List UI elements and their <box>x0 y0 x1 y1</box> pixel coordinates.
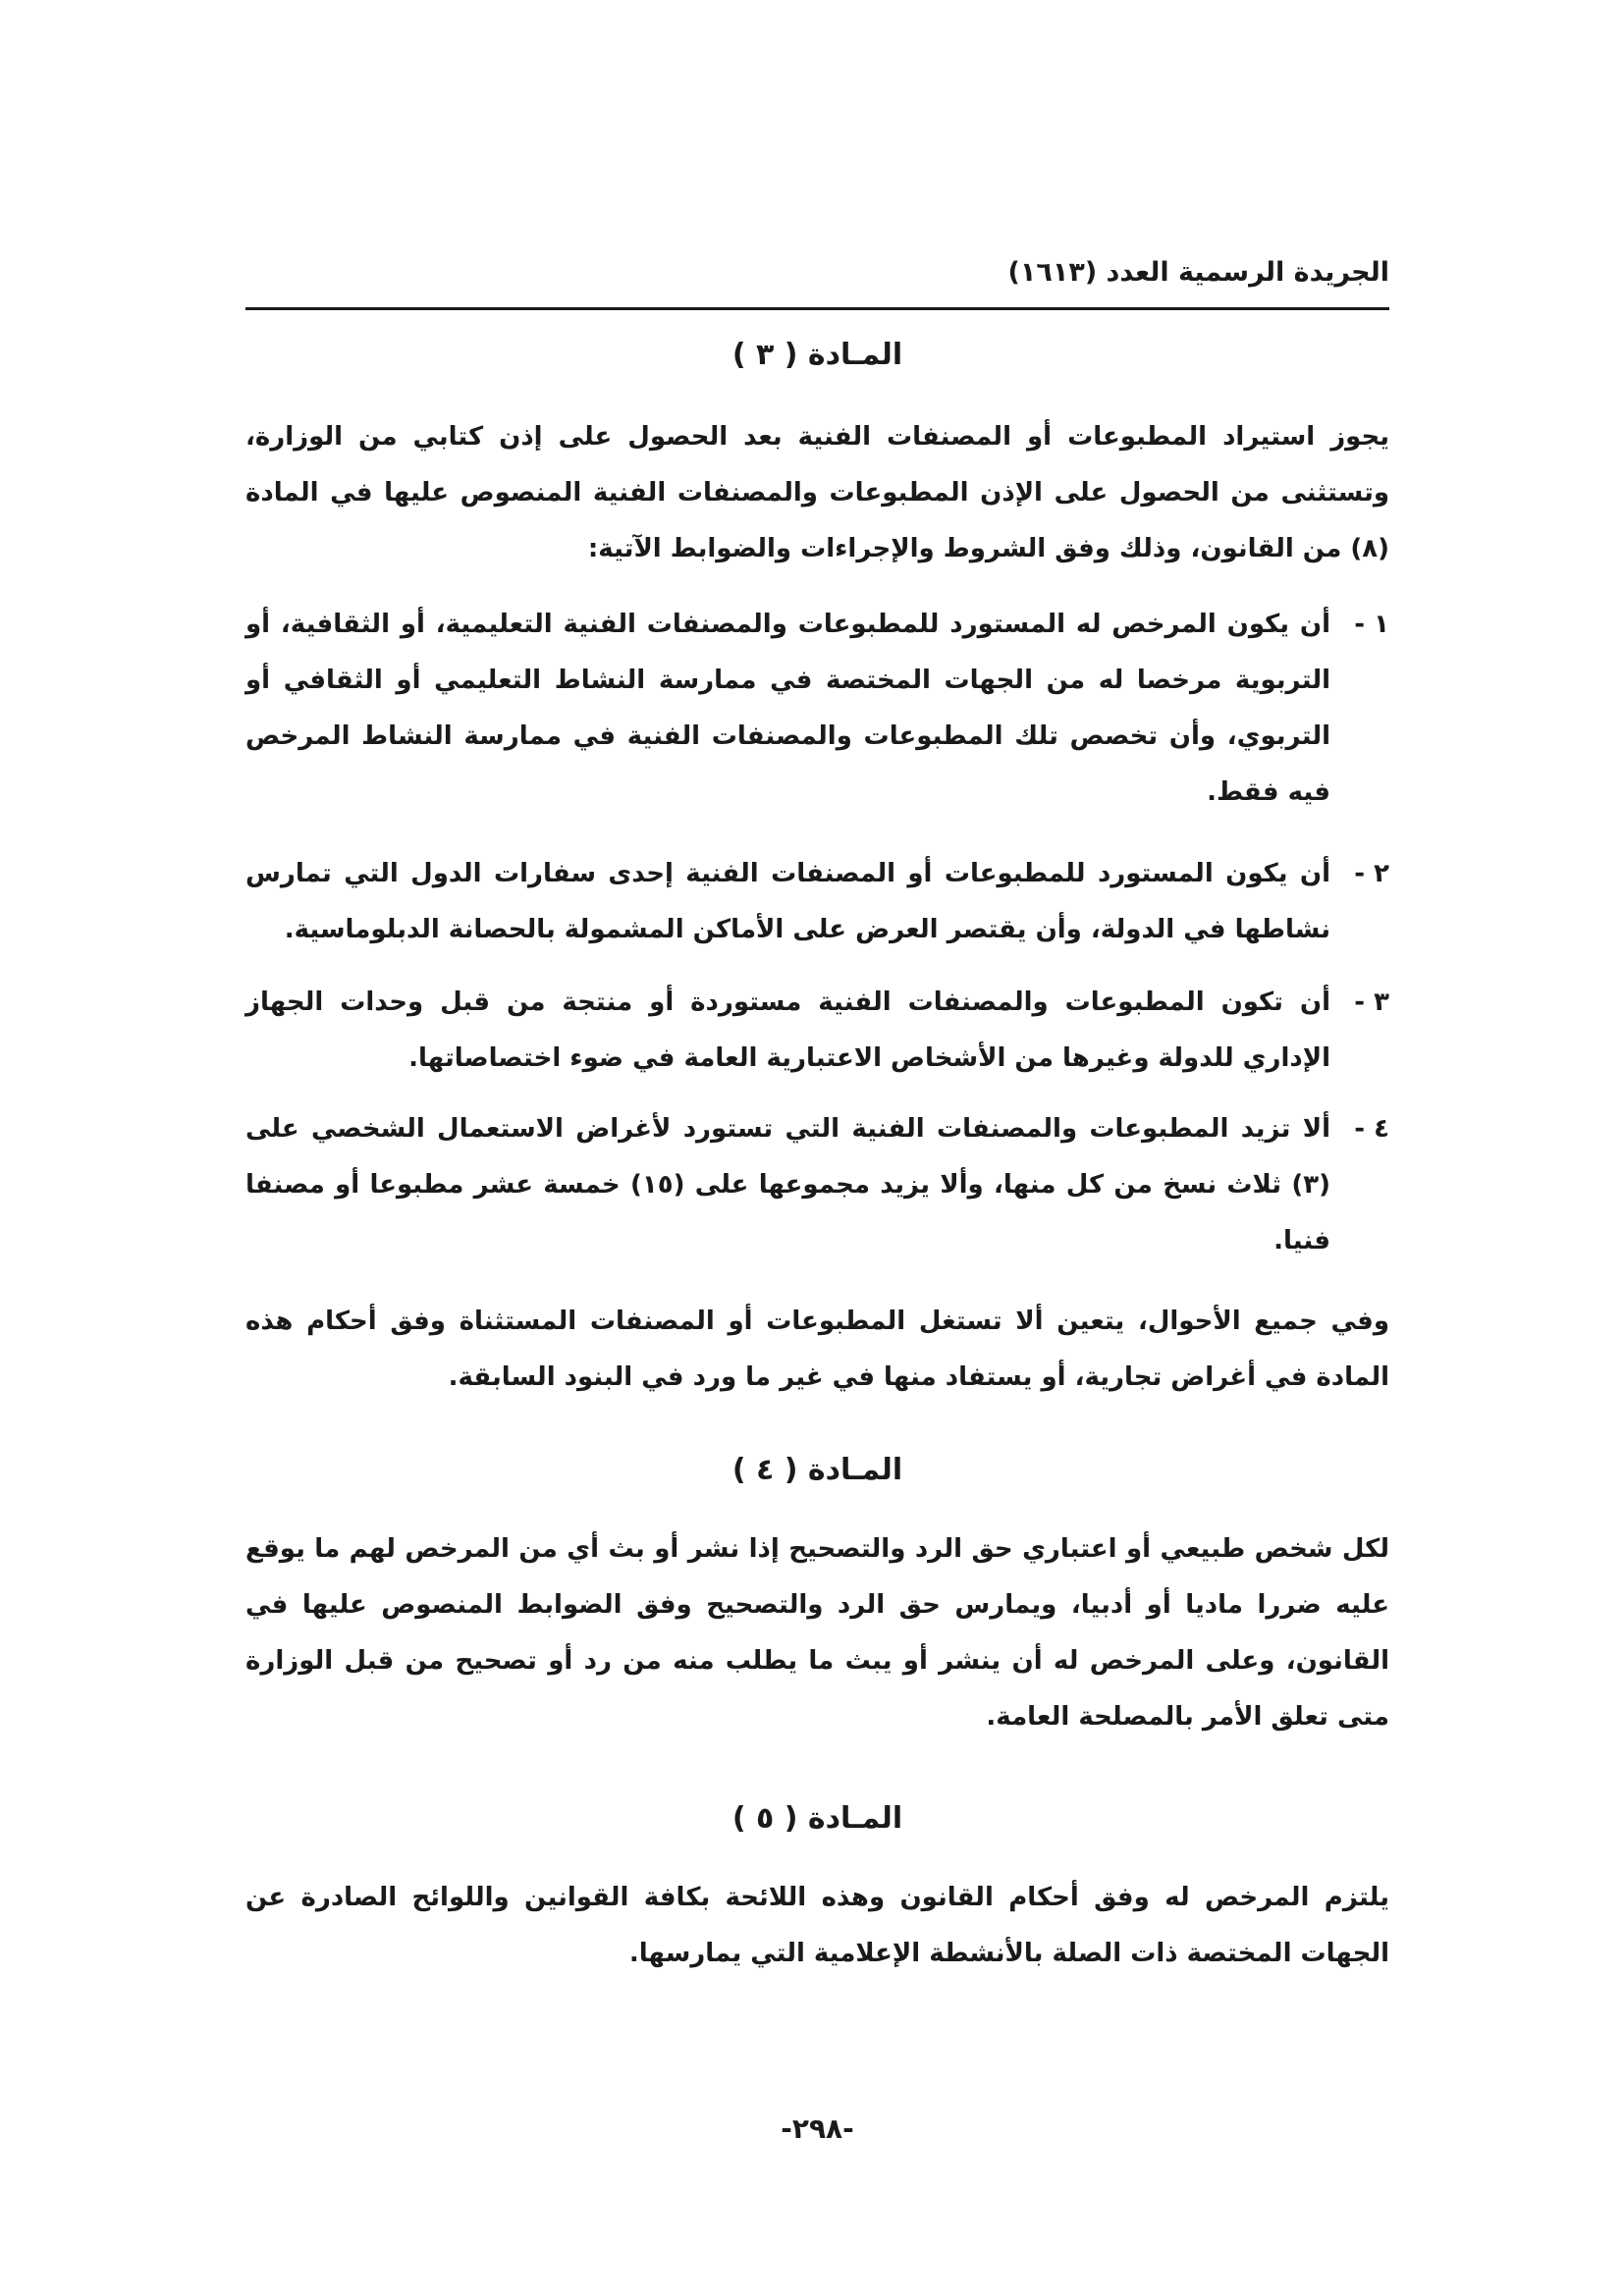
item-number: ٢ - <box>1354 859 1389 888</box>
document-page <box>245 0 1389 2296</box>
article-3-item-1 <box>245 597 1389 821</box>
header-divider <box>245 307 1389 310</box>
page-number: -٢٩٨- <box>781 2112 854 2145</box>
article-3-item-4 <box>245 1101 1389 1269</box>
article-5-title: المـادة ( ٥ ) <box>731 1801 903 1836</box>
page-header <box>245 257 1389 304</box>
article-3-intro: يجوز استيراد المطبوعات أو المصنفات الفنية بعد الحصول على إذن كتابي من الوزارة، وتستثنى من الحصول على الإذن المطبوعات والمصنفات الفنية المنصوص عليها في المادة (٨) من القانون، وذلك وفق الشروط والإجراءات والضوابط الآتية: <box>245 422 1389 563</box>
article-3-closing: وفي جميع الأحوال، يتعين ألا تستغل المطبوعات أو المصنفات المستثناة وفق أحكام هذه المادة في أغراض تجارية، أو يستفاد منها في غير ما ورد في البنود السابقة. <box>245 1307 1389 1392</box>
item-text: ألا تزيد المطبوعات والمصنفات الفنية التي تستورد لأغراض الاستعمال الشخصي على (٣) ثلاث نسخ من كل منها، وألا يزيد مجموعها على (١٥) خمسة عشر مطبوعا أو مصنفا فنيا. <box>245 1114 1330 1255</box>
item-number: ١ - <box>1354 610 1389 639</box>
article-3-title: المـادة ( ٣ ) <box>731 338 903 372</box>
article-5-text: يلتزم المرخص له وفق أحكام القانون وهذه اللائحة بكافة القوانين واللوائح الصادرة عن الجهات المختصة ذات الصلة بالأنشطة الإعلامية التي يمارسها. <box>245 1883 1389 1968</box>
article-3-item-2 <box>245 846 1389 958</box>
article-3-item-3 <box>245 975 1389 1087</box>
item-number: ٤ - <box>1354 1114 1389 1144</box>
item-text: أن يكون المرخص له المستورد للمطبوعات والمصنفات الفنية التعليمية، أو الثقافية، أو التربوية مرخصا له من الجهات المختصة في ممارسة النشاط التعليمي أو الثقافي أو التربوي، وأن تخصص تلك المطبوعات والمصنفات الفنية في ممارسة النشاط المرخص فيه فقط. <box>245 610 1330 807</box>
item-text: أن يكون المستورد للمطبوعات أو المصنفات الفنية إحدى سفارات الدول التي تمارس نشاطها في الدولة، وأن يقتصر العرض على الأماكن المشمولة بالحصانة الدبلوماسية. <box>245 859 1330 944</box>
gazette-header-title: الجريدة الرسمية العدد (١٦١٣) <box>1007 257 1389 288</box>
article-4-text: لكل شخص طبيعي أو اعتباري حق الرد والتصحيح إذا نشر أو بث أي من المرخص لهم ما يوقع عليه ضررا ماديا أو أدبيا، ويمارس حق الرد والتصحيح وفق الضوابط المنصوص عليها في القانون، وعلى المرخص له أن ينشر أو يبث ما يطلب منه من رد أو تصحيح من قبل الوزارة متى تعلق الأمر بالمصلحة العامة. <box>245 1534 1389 1732</box>
article-4-title: المـادة ( ٤ ) <box>731 1453 903 1487</box>
item-text: أن تكون المطبوعات والمصنفات الفنية مستوردة أو منتجة من قبل وحدات الجهاز الإداري للدولة وغيرها من الأشخاص الاعتبارية العامة في ضوء اختصاصاتها. <box>245 988 1330 1073</box>
item-number: ٣ - <box>1354 988 1389 1017</box>
